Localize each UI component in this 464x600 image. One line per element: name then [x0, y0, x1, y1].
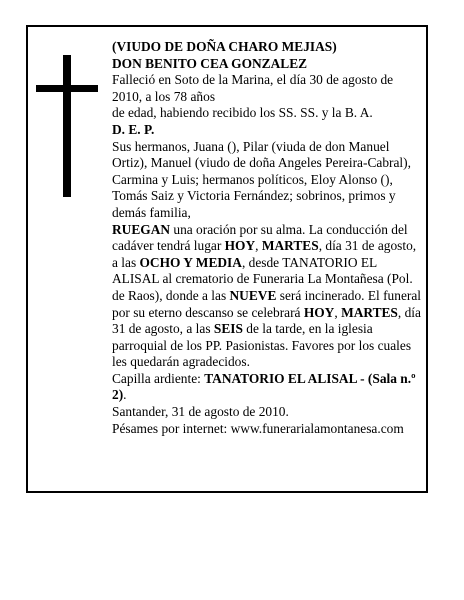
- ceremony-details: RUEGAN una oración por su alma. La conducción del cadáver tendrá lugar HOY, MARTES, día 31 de agosto, a las OCHO Y MEDIA, desde TANATORIO EL ALISAL al crematorio de Funeraria La Montañesa (Pol. de Raos), donde a las NUEVE será incinerado. El funeral por su eterno descanso se celebrará HOY, MARTES, día 31 de agosto, a las SEIS de la tarde, en la iglesia parroquial de los PP. Pasionistas. Favores por los cuales les quedarán agradecidos.: [112, 221, 422, 370]
- cross-vertical-bar: [63, 55, 71, 197]
- deceased-name: DON BENITO CEA GONZALEZ: [112, 55, 308, 71]
- chapel-info: Capilla ardiente: TANATORIO EL ALISAL - (Sala n.º 2).: [112, 370, 416, 403]
- place-date: Santander, 31 de agosto de 2010.: [112, 404, 289, 420]
- cross-horizontal-bar: [36, 85, 98, 92]
- obituary-text: [112, 39, 424, 437]
- condolences-web: Pésames por internet: www.funerarialamontanesa.com: [112, 420, 404, 436]
- widower-line: (VIUDO DE DOÑA CHARO MEJIAS): [112, 39, 337, 54]
- cross-icon: [36, 55, 98, 197]
- dep-line: D. E. P.: [112, 121, 155, 137]
- sacraments-line: de edad, habiendo recibido los SS. SS. y la B. A.: [112, 105, 373, 121]
- family-list: Sus hermanos, Juana (), Pilar (viuda de don Manuel Ortiz), Manuel (viudo de doña Angeles Pereira-Cabral), Carmina y Luis; hermanos políticos, Eloy Alonso (), Tomás Saiz y Victoria Fernández; sobrinos, primos y demás familia,: [112, 138, 411, 220]
- death-details: Falleció en Soto de la Marina, el día 30 de agosto de 2010, a los 78 años: [112, 72, 394, 104]
